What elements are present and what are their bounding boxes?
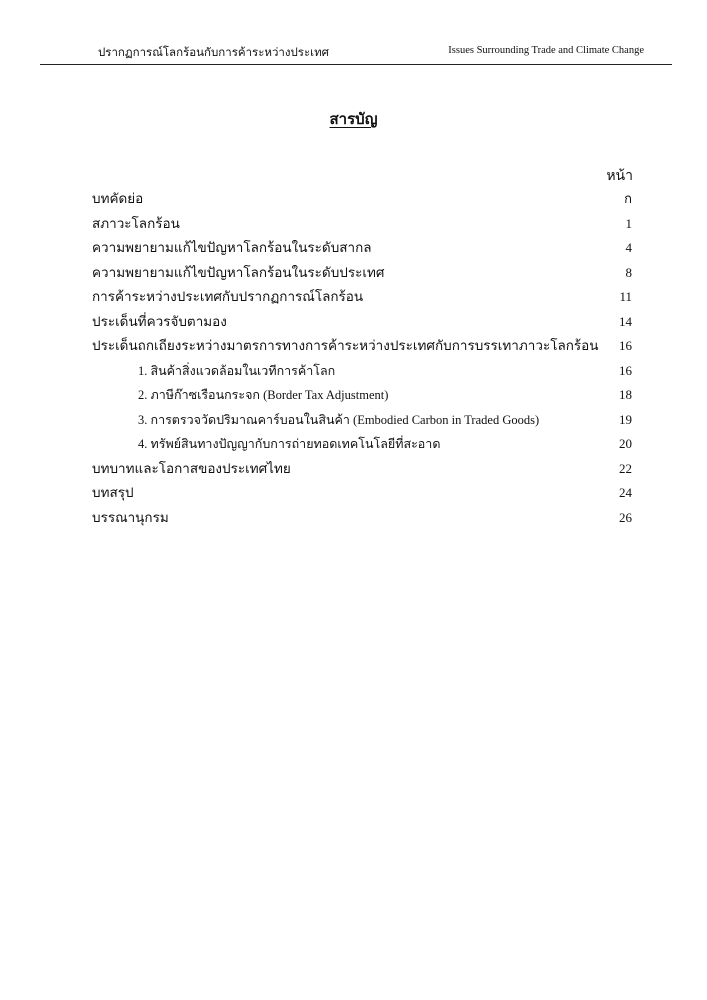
toc-entry-page: 4 [625,240,632,255]
table-of-contents [92,189,632,532]
toc-entry-title: ประเด็นที่ควรจับตามอง [92,313,227,329]
toc-entry-title: ความพยายามแก้ไขปัญหาโลกร้อนในระดับสากล [92,240,372,255]
toc-subentry-title: 4. ทรัพย์สินทางปัญญากับการถ่ายทอดเทคโนโลยีที่สะอาด [138,437,441,451]
toc-entry-title: สภาวะโลกร้อน [92,215,180,231]
toc-entry-page: 26 [619,509,632,525]
toc-entry-title: บทคัดย่อ [92,191,144,206]
toc-entry [92,459,632,484]
toc-subentry [92,385,632,410]
toc-subentry [92,361,632,386]
toc-entry-page: ก [624,191,632,206]
toc-entry-page: 22 [619,460,632,476]
page-column-label: หน้า [606,169,633,184]
toc-subentry-page: 20 [619,436,632,451]
toc-entry [92,287,632,312]
toc-entry-page: 24 [619,485,632,500]
toc-subentry-title: 2. ภาษีก๊าซเรือนกระจก (Border Tax Adjustment) [138,388,389,402]
toc-subentry-page: 18 [619,387,632,402]
toc-entry-page: 14 [619,313,632,329]
toc-entry-page: 8 [625,264,632,280]
toc-entry-title: บรรณานุกรม [92,509,169,525]
toc-entry-page: 1 [625,215,632,231]
toc-subentry-page: 19 [619,411,632,427]
toc-subentry-page: 16 [619,362,632,378]
toc-entry-title: บทบาทและโอกาสของประเทศไทย [92,460,291,476]
toc-entry-page: 16 [619,338,632,353]
page-title: สารบัญ [329,112,378,128]
toc-entry [92,483,632,508]
toc-entry-title: ความพยายามแก้ไขปัญหาโลกร้อนในระดับประเทศ [92,264,385,280]
toc-entry [92,312,632,337]
toc-entry-title: ประเด็นถกเถียงระหว่างมาตรการทางการค้าระหว่างประเทศกับการบรรเทาภาวะโลกร้อน [92,338,599,353]
toc-subentry [92,410,632,435]
toc-entry-title: บทสรุป [92,485,134,500]
toc-entry [92,508,632,533]
toc-subentry-title: 1. สินค้าสิ่งแวดล้อมในเวทีการค้าโลก [138,363,336,378]
toc-entry [92,263,632,288]
header-thai-title: ปรากฏการณ์โลกร้อนกับการค้าระหว่างประเทศ [98,47,329,59]
toc-entry-page: 11 [619,289,632,304]
toc-entry [92,189,632,214]
toc-entry-title: การค้าระหว่างประเทศกับปรากฏการณ์โลกร้อน [92,289,364,304]
toc-entry [92,214,632,239]
page-header [40,42,672,65]
toc-subentry-title: 3. การตรวจวัดปริมาณคาร์บอนในสินค้า (Embodied Carbon in Traded Goods) [138,412,540,427]
toc-entry [92,238,632,263]
header-english-title: Issues Surrounding Trade and Climate Change [448,45,644,56]
toc-entry [92,336,632,361]
toc-subentry [92,434,632,459]
